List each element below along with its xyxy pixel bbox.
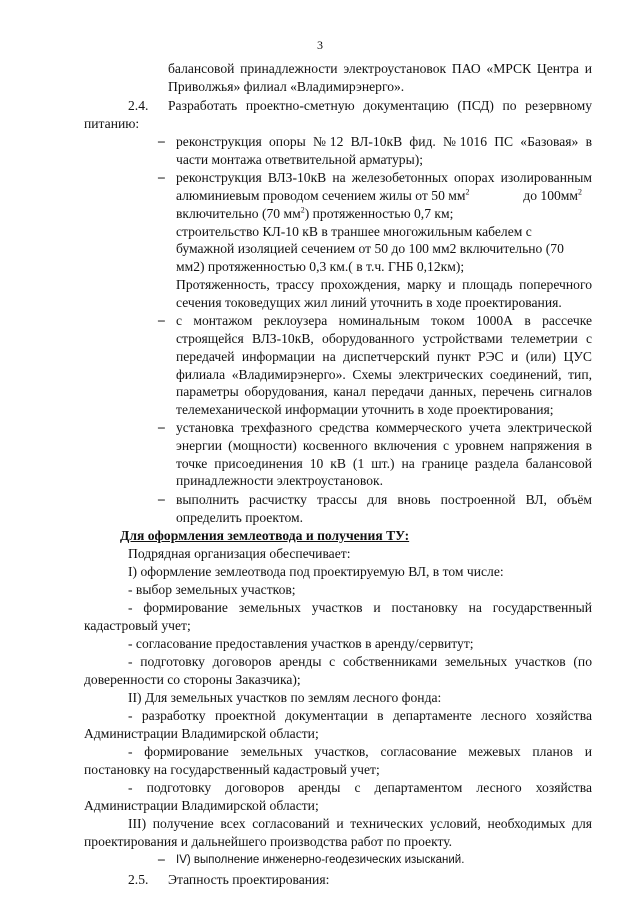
bullet-dash: – <box>158 419 165 434</box>
text-line: сечения токоведущих жил линий уточнить в ходе проектирования. <box>176 295 562 310</box>
text-line: III) получение всех согласований и технических условий, необходимых для <box>128 816 592 831</box>
text-line: питанию: <box>84 116 140 131</box>
text-line: установка трехфазного средства коммерческого учета электрической <box>176 420 592 435</box>
text-line: - выбор земельных участков; <box>128 582 296 597</box>
text-line: Разработать проектно-сметную документацию (ПСД) по резервному <box>168 98 592 113</box>
text-line: постановку на государственный кадастровый учет; <box>84 762 380 777</box>
bullet-dash: – <box>158 169 165 184</box>
text-line: - формирование земельных участков и постановку на государственный <box>128 600 592 615</box>
text-line: реконструкция ВЛЗ-10кВ на железобетонных опорах изолированным <box>176 170 592 185</box>
bullet-dash: – <box>158 312 165 327</box>
text-line: выполнить расчистку трассы для вновь построенной ВЛ, объём <box>176 492 592 507</box>
text-line: определить проектом. <box>176 510 304 525</box>
section-number: 2.5. <box>128 872 149 887</box>
text-line: включительно (70 $мм^2$) протяженностью 0,7 км; <box>176 205 454 221</box>
section-heading: Для оформления землеотвода и получения ТУ: <box>120 528 410 543</box>
text-line: энергии (мощности) косвенного включения с уровнем напряжения в <box>176 438 592 453</box>
text-line: доверенности со стороны Заказчика); <box>84 672 301 687</box>
text-line: бумажной изоляцией сечением от 50 до 100 мм2 включительно (70 <box>176 241 564 256</box>
text-line: филиала «Владимирэнерго». Схемы электрических соединений, тип, <box>176 367 592 382</box>
text-line: строительство КЛ-10 кВ в траншее многожильным кабелем с <box>176 224 532 239</box>
text-line: Администрации Владимирской области; <box>84 798 319 813</box>
text-line: - согласование предоставления участков в аренду/сервитут; <box>128 636 474 651</box>
text-line: - формирование земельных участков, согласование межевых планов и <box>128 744 592 759</box>
text-line: с монтажом реклоузера номинальным током 1000А в рассечке <box>176 313 592 328</box>
text-line: телемеханической информации уточнить в ходе проектирования; <box>176 402 554 417</box>
text-line: реконструкция опоры №12 ВЛ-10кВ фид. №1016 ПС «Базовая» в <box>176 134 592 149</box>
text-line: мм2) протяженностью 0,3 км.( в т.ч. ГНБ 0,12км); <box>176 259 465 274</box>
text-line: параметры оборудования, канал передачи данных, перечень сигналов <box>176 384 592 399</box>
text-line: Подрядная организация обеспечивает: <box>128 546 351 561</box>
section-number: 2.4. <box>128 98 149 113</box>
text-line: II) Для земельных участков по землям лесного фонда: <box>128 690 442 705</box>
text-line: точке присоединения 10 кВ (1 шт.) на границе раздела балансовой <box>176 456 592 471</box>
text-line: части монтажа ответвительной арматуры); <box>176 152 424 167</box>
text-line: Администрации Владимирской области; <box>84 726 319 741</box>
bullet-dash: – <box>158 491 165 506</box>
text-line: передачей информации на диспетчерский пункт РЭС и (или) ЦУС <box>176 349 592 364</box>
text-line: IV) выполнение инженерно-геодезических изысканий. <box>176 854 465 866</box>
text-line: - разработку проектной документации в департаменте лесного хозяйства <box>128 708 592 723</box>
text-line: принадлежности электроустановок. <box>176 473 384 488</box>
text-line: алюминиевым проводом сечением жилы от 50 $мм^2$ до $100мм^2$ <box>176 187 582 203</box>
bullet-dash: – <box>158 851 165 866</box>
page-number: 3 <box>317 38 323 52</box>
text-line: I) оформление землеотвода под проектируемую ВЛ, в том числе: <box>128 564 504 579</box>
text-line: - подготовку договоров аренды с собственниками земельных участков (по <box>128 654 592 669</box>
text-line: Этапность проектирования: <box>168 872 330 887</box>
text-line: балансовой принадлежности электроустановок ПАО «МРСК Центра и <box>168 61 592 76</box>
text-line: строящейся ВЛЗ-10кВ, оборудованного устройствами телеметрии с <box>176 331 592 346</box>
text-line: проектирования и дальнейшего производства работ по проекту. <box>84 834 453 849</box>
text-line: Протяженность, трассу прохождения, марку и площадь поперечного <box>176 277 592 292</box>
text-line: Приволжья» филиал «Владимирэнерго». <box>168 79 405 94</box>
bullet-dash: – <box>158 133 165 148</box>
text-line: кадастровый учет; <box>84 618 191 633</box>
text-line: - подготовку договоров аренды с департаментом лесного хозяйства <box>128 780 592 795</box>
